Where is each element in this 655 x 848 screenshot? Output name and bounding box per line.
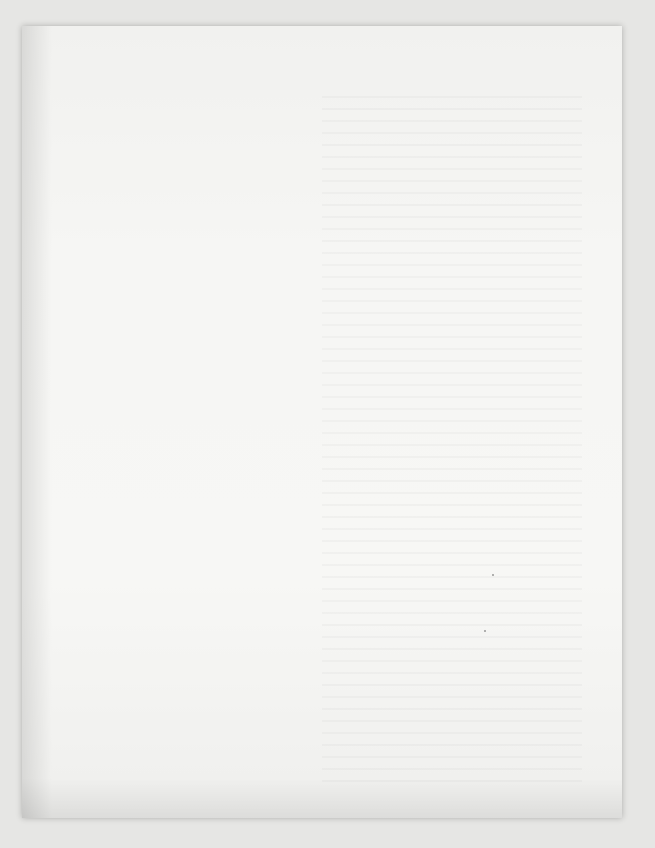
reverse-side-bleed [322, 86, 582, 786]
page-shadow-bottom [22, 778, 622, 818]
scanned-page [22, 26, 622, 818]
page-shadow-left [22, 26, 52, 818]
ink-speck [484, 630, 486, 632]
ink-speck [492, 574, 494, 576]
